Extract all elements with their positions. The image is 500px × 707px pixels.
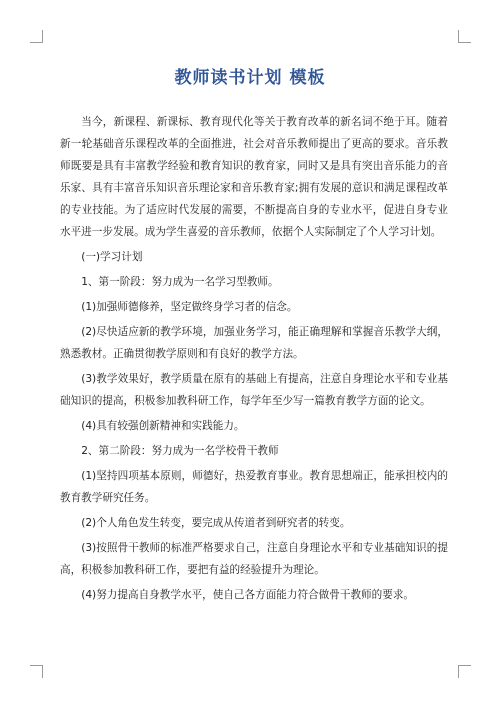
section-heading-study-plan: (一)学习计划 bbox=[81, 251, 143, 263]
crop-mark-bottom-right bbox=[458, 665, 471, 678]
document-title: 教师读书计划 模板 bbox=[174, 68, 326, 88]
stage-one-item-2: (2)尽快适应新的教学环境，加强业务学习，能正确理解和掌握音乐教学大纲，熟悉教材。正确贯彻教学原则和有良好的教学方法。 bbox=[60, 326, 448, 360]
stage-one-item-4: (4)具有较强创新精神和实践能力。 bbox=[81, 420, 245, 432]
document-body bbox=[60, 111, 448, 609]
crop-mark-bottom-left bbox=[30, 665, 43, 678]
crop-mark-top-left bbox=[30, 30, 43, 43]
stage-one-item-1: (1)加强师德修养，坚定做终身学习者的信念。 bbox=[81, 301, 298, 313]
paragraph-intro: 当今，新课程、新课标、教育现代化等关于教育改革的新名词不绝于耳。随着新一轮基础音乐课程改革的全面推进，社会对音乐教师提出了更高的要求。音乐教师既要是具有丰富教学经验和教育知识的教育家，同时又是具有突出音乐能力的音乐家、具有丰富音乐知识音乐理论家和音乐教育家;拥有发展的意识和满足课程改革的专业技能。为了适应时代发展的需要，不断提高自身的专业水平，促进自身专业水平进一步发展。成为学生喜爱的音乐教师，依据个人实际制定了个人学习计划。 bbox=[60, 116, 448, 238]
stage-one-item-3: (3)教学效果好，教学质量在原有的基础上有提高，注意自身理论水平和专业基础知识的提高，积极参加教科研工作，每学年至少写一篇教育教学方面的论文。 bbox=[60, 373, 448, 407]
stage-two-heading: 2、第二阶段：努力成为一名学校骨干教师 bbox=[81, 445, 279, 457]
stage-two-item-1: (1)坚持四项基本原则，师德好，热爱教育事业。教育思想端正，能承担校内的教育教学研究任务。 bbox=[60, 470, 448, 504]
stage-one-heading: 1、第一阶段：努力成为一名学习型教师。 bbox=[81, 276, 279, 288]
crop-mark-top-right bbox=[458, 30, 471, 43]
stage-two-item-2: (2)个人角色发生转变，要完成从传道者到研究者的转变。 bbox=[81, 517, 351, 529]
stage-two-item-4: (4)努力提高自身教学水平，使自己各方面能力符合做骨干教师的要求。 bbox=[81, 589, 415, 601]
stage-two-item-3: (3)按照骨干教师的标准严格要求自己，注意自身理论水平和专业基础知识的提高，积极参加教科研工作，要把有益的经验提升为理论。 bbox=[60, 542, 448, 576]
